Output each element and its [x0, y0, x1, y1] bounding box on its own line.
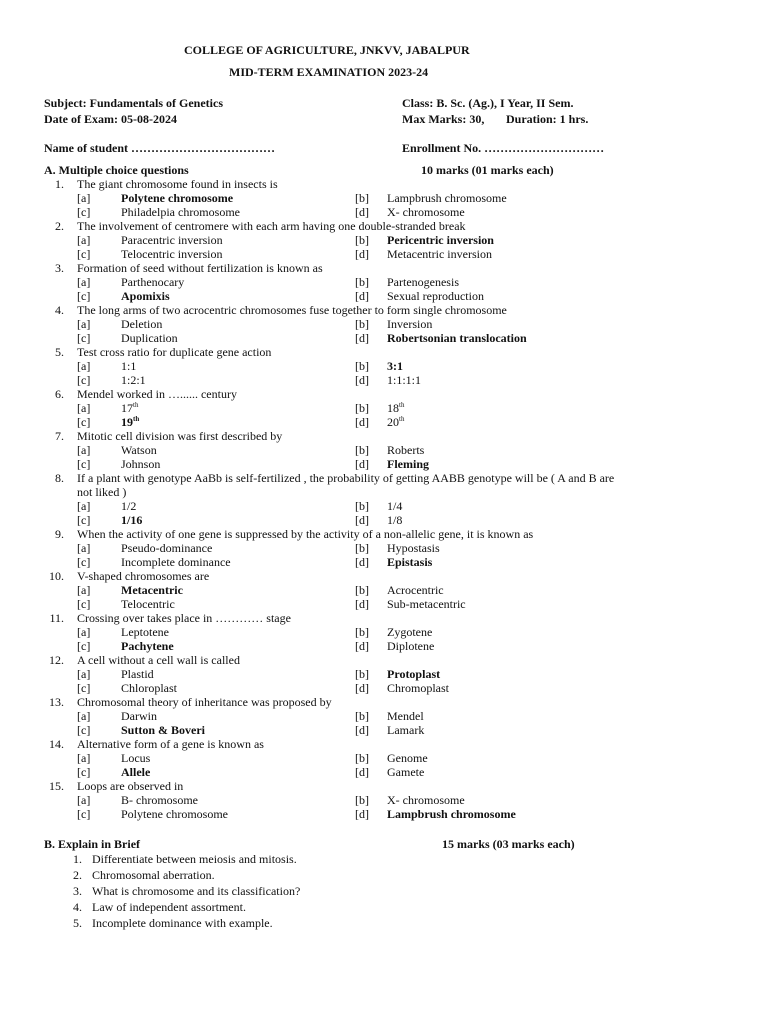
- option-label: [a]: [77, 793, 91, 807]
- question-number: 4.: [55, 303, 64, 317]
- option-text: [121, 443, 157, 457]
- option-label: [c]: [77, 373, 91, 387]
- option-label: [c]: [77, 205, 91, 219]
- brief-list: [0, 851, 768, 931]
- option-value: B- chromosome: [121, 793, 198, 807]
- option-value: Polytene chromosome: [121, 807, 228, 821]
- option-value: 1:1:1:1: [387, 373, 422, 387]
- option-text: [387, 751, 428, 765]
- mcq-question: [0, 611, 768, 653]
- option-value: 1/2: [121, 499, 137, 513]
- option-value: Lamark: [387, 723, 425, 737]
- option-label: [b]: [355, 667, 369, 681]
- option-label: [c]: [77, 807, 91, 821]
- option-text: [121, 681, 177, 695]
- question-number: 14.: [49, 737, 64, 751]
- question-number: 13.: [49, 695, 64, 709]
- option-value: Epistasis: [387, 555, 433, 569]
- brief-item-number: 5.: [73, 916, 82, 930]
- option-label: [b]: [355, 401, 369, 415]
- brief-item-number: 2.: [73, 868, 82, 882]
- question-text: Chromosomal theory of inheritance was proposed by: [77, 695, 332, 709]
- student-name-field: Name of student ………………………………: [44, 141, 275, 155]
- option-value: Metacentric inversion: [387, 247, 492, 261]
- mcq-question: [0, 303, 768, 345]
- mcq-question: [0, 569, 768, 611]
- option-label: [b]: [355, 499, 369, 513]
- option-label: [b]: [355, 583, 369, 597]
- option-label: [a]: [77, 709, 91, 723]
- option-text: [121, 709, 157, 723]
- option-label: [b]: [355, 275, 369, 289]
- correct-option-text: [387, 807, 516, 821]
- mcq-question: [0, 219, 768, 261]
- option-value: 1/8: [387, 513, 403, 527]
- option-label: [d]: [355, 331, 369, 345]
- option-label: [a]: [77, 751, 91, 765]
- option-value: Lampbrush chromosome: [387, 191, 507, 205]
- option-value: X- chromosome: [387, 205, 465, 219]
- option-label: [b]: [355, 541, 369, 555]
- question-number: 2.: [55, 219, 64, 233]
- correct-option-text: [387, 457, 429, 471]
- option-value: Sexual reproduction: [387, 289, 484, 303]
- option-label: [a]: [77, 233, 91, 247]
- option-text: [121, 541, 212, 555]
- question-number: 9.: [55, 527, 64, 541]
- subject-line: Subject: Fundamentals of Genetics: [44, 96, 223, 110]
- option-value: Protoplast: [387, 667, 441, 681]
- mcq-question: [0, 737, 768, 779]
- brief-item-text: What is chromosome and its classification?: [92, 884, 301, 898]
- option-label: [b]: [355, 317, 369, 331]
- question-number: 8.: [55, 471, 64, 485]
- option-label: [b]: [355, 625, 369, 639]
- option-label: [d]: [355, 555, 369, 569]
- correct-option-text: [121, 289, 170, 303]
- correct-option-text: [121, 583, 183, 597]
- option-label: [a]: [77, 667, 91, 681]
- option-value: Incomplete dominance: [121, 555, 231, 569]
- option-text: [387, 415, 404, 429]
- option-label: [c]: [77, 681, 91, 695]
- brief-item-number: 4.: [73, 900, 82, 914]
- option-label: [d]: [355, 681, 369, 695]
- correct-option-text: [121, 639, 174, 653]
- question-number: 12.: [49, 653, 64, 667]
- option-text: [121, 373, 146, 387]
- option-value: 1:1: [121, 359, 137, 373]
- option-text: [387, 317, 432, 331]
- option-label: [d]: [355, 373, 369, 387]
- option-label: [d]: [355, 513, 369, 527]
- question-text: V-shaped chromosomes are: [77, 569, 210, 583]
- option-label: [a]: [77, 275, 91, 289]
- option-value: Pericentric inversion: [387, 233, 494, 247]
- option-text: [387, 681, 449, 695]
- option-value: 3:1: [387, 359, 403, 373]
- option-label: [c]: [77, 457, 91, 471]
- section-a-title: A. Multiple choice questions: [44, 163, 189, 177]
- option-value: Roberts: [387, 443, 425, 457]
- option-label: [d]: [355, 205, 369, 219]
- option-value: Acrocentric: [387, 583, 444, 597]
- option-value: Hypostasis: [387, 541, 440, 555]
- option-label: [d]: [355, 639, 369, 653]
- mcq-question: [0, 261, 768, 303]
- option-value: 1:2:1: [121, 373, 146, 387]
- option-label: [d]: [355, 457, 369, 471]
- option-label: [a]: [77, 625, 91, 639]
- option-label: [c]: [77, 723, 91, 737]
- option-text: [387, 597, 466, 611]
- question-text: Mitotic cell division was first described by: [77, 429, 283, 443]
- option-value: Fleming: [387, 457, 429, 471]
- option-label: [c]: [77, 331, 91, 345]
- option-value: Mendel: [387, 709, 424, 723]
- correct-option-text: [121, 765, 150, 779]
- correct-option-text: [387, 233, 494, 247]
- question-text: Crossing over takes place in ………… stage: [77, 611, 291, 625]
- question-text: Loops are observed in: [77, 779, 184, 793]
- option-text: [387, 513, 402, 527]
- option-text: [121, 233, 223, 247]
- correct-option-text: [387, 555, 432, 569]
- brief-item-number: 3.: [73, 884, 82, 898]
- option-value: Philadelpia chromosome: [121, 205, 240, 219]
- option-text: [387, 625, 432, 639]
- option-text: [387, 499, 402, 513]
- question-text: The giant chromosome found in insects is: [77, 177, 278, 191]
- correct-option-text: [121, 191, 233, 205]
- option-value: Inversion: [387, 317, 433, 331]
- question-number: 7.: [55, 429, 64, 443]
- brief-item: [0, 883, 768, 899]
- option-value: Duplication: [121, 331, 178, 345]
- correct-option-text: [121, 513, 142, 527]
- option-value: Parthenocary: [121, 275, 185, 289]
- mcq-question: [0, 471, 768, 527]
- option-value: 1/4: [387, 499, 403, 513]
- option-label: [b]: [355, 443, 369, 457]
- option-text: [121, 317, 162, 331]
- option-label: [c]: [77, 639, 91, 653]
- ordinal-suffix: th: [133, 401, 139, 409]
- mcq-question: [0, 779, 768, 821]
- option-label: [c]: [77, 289, 91, 303]
- option-value: Gamete: [387, 765, 425, 779]
- option-text: [387, 247, 492, 261]
- option-text: [387, 541, 440, 555]
- option-text: [387, 583, 444, 597]
- question-text: Test cross ratio for duplicate gene action: [77, 345, 272, 359]
- option-value: Allele: [121, 765, 151, 779]
- exam-title: MID-TERM EXAMINATION 2023-24: [229, 65, 429, 79]
- option-label: [a]: [77, 443, 91, 457]
- option-text: [121, 597, 175, 611]
- question-text: The long arms of two acrocentric chromosomes fuse together to form single chromosome: [77, 303, 507, 317]
- option-value: Metacentric: [121, 583, 183, 597]
- option-label: [d]: [355, 415, 369, 429]
- option-text: [121, 807, 228, 821]
- option-label: [c]: [77, 597, 91, 611]
- option-label: [d]: [355, 289, 369, 303]
- option-text: [121, 793, 198, 807]
- option-value: Locus: [121, 751, 151, 765]
- question-number: 11.: [49, 611, 64, 625]
- correct-option-text: [387, 359, 403, 373]
- section-b-marks: 15 marks (03 marks each): [442, 837, 575, 851]
- option-text: [121, 555, 231, 569]
- brief-item-text: Law of independent assortment.: [92, 900, 246, 914]
- option-label: [a]: [77, 317, 91, 331]
- mcq-question: [0, 653, 768, 695]
- option-text: [387, 765, 424, 779]
- option-text: [121, 331, 178, 345]
- option-label: [b]: [355, 793, 369, 807]
- option-value: 17: [121, 401, 133, 415]
- option-text: [387, 401, 404, 415]
- option-value: Chloroplast: [121, 681, 177, 695]
- option-text: [121, 205, 240, 219]
- option-value: Paracentric inversion: [121, 233, 223, 247]
- mcq-question: [0, 695, 768, 737]
- ordinal-suffix: th: [399, 401, 405, 409]
- option-text: [121, 401, 138, 415]
- option-text: [387, 289, 484, 303]
- option-text: [121, 751, 150, 765]
- brief-item: [0, 899, 768, 915]
- brief-item-text: Differentiate between meiosis and mitosis.: [92, 852, 297, 866]
- question-number: 6.: [55, 387, 64, 401]
- option-value: Sub-metacentric: [387, 597, 466, 611]
- option-value: Darwin: [121, 709, 157, 723]
- mcq-question: [0, 387, 768, 429]
- option-label: [b]: [355, 191, 369, 205]
- option-value: Lampbrush chromosome: [387, 807, 516, 821]
- option-text: [387, 443, 424, 457]
- option-label: [c]: [77, 415, 91, 429]
- option-label: [d]: [355, 807, 369, 821]
- option-value: Apomixis: [121, 289, 170, 303]
- question-text: A cell without a cell wall is called: [77, 653, 240, 667]
- option-label: [d]: [355, 247, 369, 261]
- option-value: Johnson: [121, 457, 161, 471]
- option-label: [a]: [77, 541, 91, 555]
- option-value: Partenogenesis: [387, 275, 459, 289]
- option-value: Pachytene: [121, 639, 174, 653]
- question-text: If a plant with genotype AaBb is self-fertilized , the probability of getting AABB genotype will be ( A and B are not liked ): [77, 471, 615, 499]
- option-label: [c]: [77, 247, 91, 261]
- option-text: [121, 247, 222, 261]
- option-label: [a]: [77, 583, 91, 597]
- option-label: [b]: [355, 709, 369, 723]
- option-value: Pseudo-dominance: [121, 541, 213, 555]
- option-text: [387, 205, 465, 219]
- question-text: The involvement of centromere with each arm having one double-stranded break: [77, 219, 466, 233]
- mcq-question: [0, 527, 768, 569]
- option-label: [b]: [355, 359, 369, 373]
- correct-option-text: [387, 331, 527, 345]
- option-value: Polytene chromosome: [121, 191, 234, 205]
- option-label: [c]: [77, 513, 91, 527]
- duration: Duration: 1 hrs.: [506, 112, 589, 126]
- option-value: 1/16: [121, 513, 143, 527]
- ordinal-suffix: th: [133, 415, 140, 423]
- option-value: Diplotene: [387, 639, 435, 653]
- option-value: Telocentric inversion: [121, 247, 223, 261]
- option-text: [387, 639, 434, 653]
- option-label: [c]: [77, 765, 91, 779]
- question-number: 15.: [49, 779, 64, 793]
- mcq-question: [0, 177, 768, 219]
- question-text: Formation of seed without fertilization is known as: [77, 261, 323, 275]
- option-value: X- chromosome: [387, 793, 465, 807]
- option-value: Telocentric: [121, 597, 175, 611]
- option-text: [121, 359, 136, 373]
- question-text: Mendel worked in …...... century: [77, 387, 237, 401]
- question-number: 5.: [55, 345, 64, 359]
- option-text: [387, 793, 465, 807]
- option-value: Chromoplast: [387, 681, 449, 695]
- question-number: 1.: [55, 177, 64, 191]
- section-a-marks: 10 marks (01 marks each): [421, 163, 554, 177]
- question-number: 3.: [55, 261, 64, 275]
- correct-option-text: [387, 667, 440, 681]
- question-text: When the activity of one gene is suppressed by the activity of a non-allelic gene, it is known as: [77, 527, 534, 541]
- option-value: Deletion: [121, 317, 163, 331]
- question-number: 10.: [49, 569, 64, 583]
- option-text: [387, 709, 424, 723]
- option-label: [a]: [77, 191, 91, 205]
- brief-item: [0, 915, 768, 931]
- brief-item-text: Incomplete dominance with example.: [92, 916, 273, 930]
- option-value: Sutton & Boveri: [121, 723, 205, 737]
- option-text: [387, 723, 424, 737]
- brief-item: [0, 851, 768, 867]
- max-marks: Max Marks: 30,: [402, 112, 485, 126]
- option-text: [387, 275, 459, 289]
- option-value: Zygotene: [387, 625, 433, 639]
- option-text: [121, 499, 136, 513]
- enrollment-field: Enrollment No. …………………………: [402, 141, 605, 155]
- option-label: [d]: [355, 597, 369, 611]
- option-text: [121, 275, 184, 289]
- option-value: Genome: [387, 751, 428, 765]
- correct-option-text: [121, 415, 139, 429]
- option-text: [387, 191, 507, 205]
- option-label: [c]: [77, 555, 91, 569]
- section-b-title: B. Explain in Brief: [44, 837, 141, 851]
- class-line: Class: B. Sc. (Ag.), I Year, II Sem.: [402, 96, 574, 110]
- ordinal-suffix: th: [399, 415, 405, 423]
- mcq-list: [0, 177, 768, 821]
- mcq-question: [0, 345, 768, 387]
- option-value: Plastid: [121, 667, 154, 681]
- mcq-question: [0, 429, 768, 471]
- option-label: [b]: [355, 233, 369, 247]
- option-value: 19: [121, 415, 133, 429]
- option-text: [121, 457, 160, 471]
- option-label: [d]: [355, 765, 369, 779]
- option-value: Robertsonian translocation: [387, 331, 527, 345]
- college-title: COLLEGE OF AGRICULTURE, JNKVV, JABALPUR: [184, 43, 470, 57]
- option-label: [d]: [355, 723, 369, 737]
- option-label: [a]: [77, 401, 91, 415]
- correct-option-text: [121, 723, 205, 737]
- option-value: 20: [387, 415, 399, 429]
- option-value: 18: [387, 401, 399, 415]
- option-text: [121, 625, 169, 639]
- option-value: Leptotene: [121, 625, 169, 639]
- option-text: [387, 373, 421, 387]
- brief-item-number: 1.: [73, 852, 82, 866]
- option-text: [121, 667, 154, 681]
- option-label: [b]: [355, 751, 369, 765]
- option-value: Watson: [121, 443, 157, 457]
- option-label: [a]: [77, 499, 91, 513]
- brief-item: [0, 867, 768, 883]
- brief-item-text: Chromosomal aberration.: [92, 868, 215, 882]
- exam-date: Date of Exam: 05-08-2024: [44, 112, 177, 126]
- question-text: Alternative form of a gene is known as: [77, 737, 264, 751]
- option-label: [a]: [77, 359, 91, 373]
